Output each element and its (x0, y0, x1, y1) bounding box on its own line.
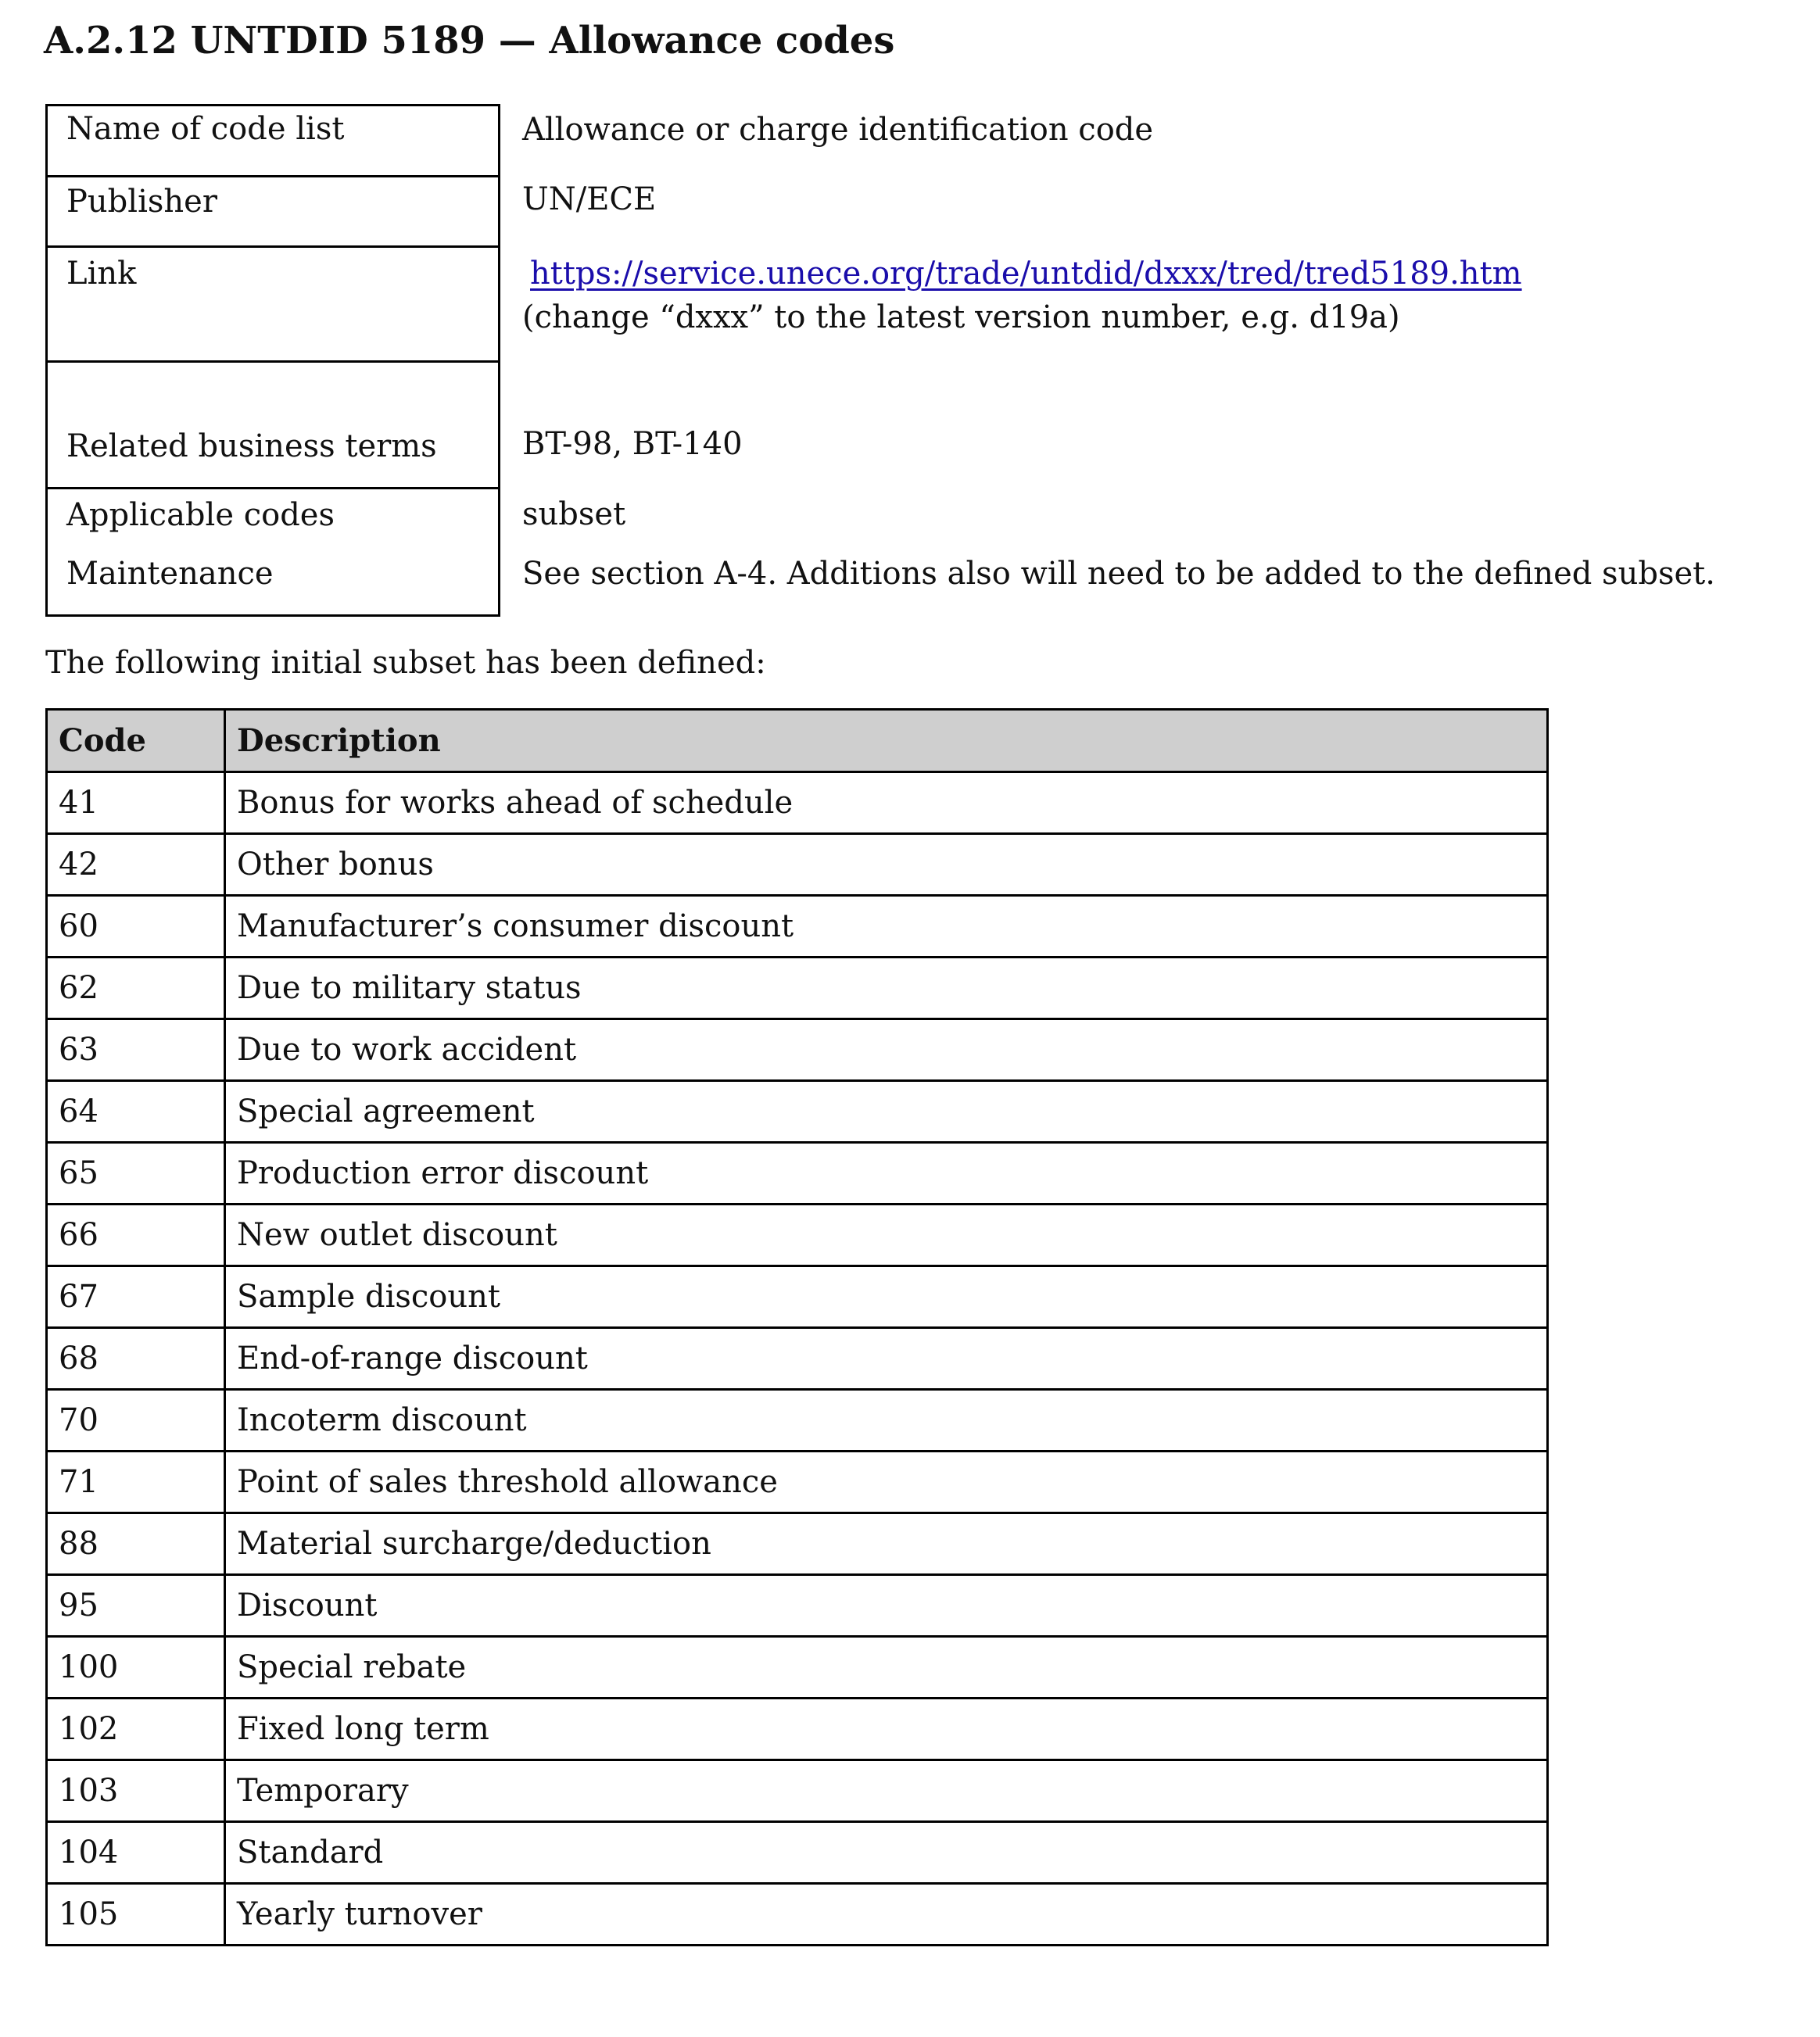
description-column-header: Description (225, 710, 1548, 772)
description-cell: Due to work accident (225, 1019, 1548, 1081)
table-row (47, 1575, 1548, 1637)
table-row (47, 772, 1548, 834)
description-cell: Special agreement (225, 1081, 1548, 1143)
table-row (47, 1266, 1548, 1328)
description-cell: Yearly turnover (225, 1884, 1548, 1946)
code-cell: 63 (47, 1019, 225, 1081)
code-list-link[interactable]: https://service.unece.org/trade/untdid/dxxx/tred/tred5189.htm (530, 256, 1522, 292)
code-cell: 42 (47, 834, 225, 896)
description-cell: New outlet discount (225, 1205, 1548, 1266)
name-value: Allowance or charge identification code (522, 112, 1154, 148)
code-column-header: Code (47, 710, 225, 772)
description-cell: Standard (225, 1822, 1548, 1884)
applicable-label: Applicable codes (66, 497, 335, 533)
code-cell: 105 (47, 1884, 225, 1946)
name-label: Name of code list (66, 111, 345, 147)
description-cell: Other bonus (225, 834, 1548, 896)
description-cell: Bonus for works ahead of schedule (225, 772, 1548, 834)
allowance-code-table (45, 708, 1549, 1946)
applicable-value: subset (522, 496, 626, 532)
code-cell: 64 (47, 1081, 225, 1143)
description-cell: Fixed long term (225, 1699, 1548, 1760)
code-cell: 100 (47, 1637, 225, 1699)
metadata-label-column (45, 104, 500, 617)
publisher-label: Publisher (66, 184, 217, 220)
table-row (47, 834, 1548, 896)
description-cell: Temporary (225, 1760, 1548, 1822)
table-row (47, 1143, 1548, 1205)
publisher-value: UN/ECE (522, 181, 657, 217)
code-cell: 70 (47, 1390, 225, 1452)
code-cell: 71 (47, 1452, 225, 1513)
table-row (47, 1760, 1548, 1822)
table-row (47, 1019, 1548, 1081)
description-cell: Sample discount (225, 1266, 1548, 1328)
code-cell: 103 (47, 1760, 225, 1822)
maintenance-value: See section A-4. Additions also will need to be added to the defined subset. (522, 556, 1715, 592)
section-heading: A.2.12 UNTDID 5189 — Allowance codes (44, 19, 895, 63)
table-row (47, 1884, 1548, 1946)
table-row (47, 1390, 1548, 1452)
description-cell: Manufacturer’s consumer discount (225, 896, 1548, 958)
description-cell: Material surcharge/deduction (225, 1513, 1548, 1575)
description-cell: Point of sales threshold allowance (225, 1452, 1548, 1513)
code-cell: 88 (47, 1513, 225, 1575)
maintenance-label: Maintenance (66, 556, 274, 592)
description-cell: Due to military status (225, 958, 1548, 1019)
related-value: BT-98, BT-140 (522, 426, 743, 462)
code-cell: 104 (47, 1822, 225, 1884)
code-cell: 60 (47, 896, 225, 958)
description-cell: Production error discount (225, 1143, 1548, 1205)
description-cell: Discount (225, 1575, 1548, 1637)
table-row (47, 896, 1548, 958)
description-cell: Incoterm discount (225, 1390, 1548, 1452)
table-row (47, 1328, 1548, 1390)
metadata-row-name (48, 106, 498, 177)
table-row (47, 958, 1548, 1019)
link-label: Link (66, 256, 137, 292)
code-cell: 95 (47, 1575, 225, 1637)
code-cell: 66 (47, 1205, 225, 1266)
table-row (47, 1513, 1548, 1575)
metadata-row-applicable (48, 489, 498, 614)
table-row (47, 1452, 1548, 1513)
metadata-row-related (48, 363, 498, 489)
subset-intro: The following initial subset has been defined: (45, 645, 766, 681)
code-cell: 65 (47, 1143, 225, 1205)
code-cell: 102 (47, 1699, 225, 1760)
link-note: (change “dxxx” to the latest version number, e.g. d19a) (522, 299, 1400, 335)
table-body (47, 772, 1548, 1946)
table-row (47, 1699, 1548, 1760)
description-cell: Special rebate (225, 1637, 1548, 1699)
table-row (47, 1081, 1548, 1143)
code-cell: 41 (47, 772, 225, 834)
code-cell: 68 (47, 1328, 225, 1390)
description-cell: End-of-range discount (225, 1328, 1548, 1390)
metadata-row-link (48, 248, 498, 363)
table-row (47, 1822, 1548, 1884)
table-header-row (47, 710, 1548, 772)
code-cell: 62 (47, 958, 225, 1019)
related-label: Related business terms (66, 428, 437, 464)
metadata-row-publisher (48, 177, 498, 248)
code-cell: 67 (47, 1266, 225, 1328)
table-row (47, 1205, 1548, 1266)
table-row (47, 1637, 1548, 1699)
